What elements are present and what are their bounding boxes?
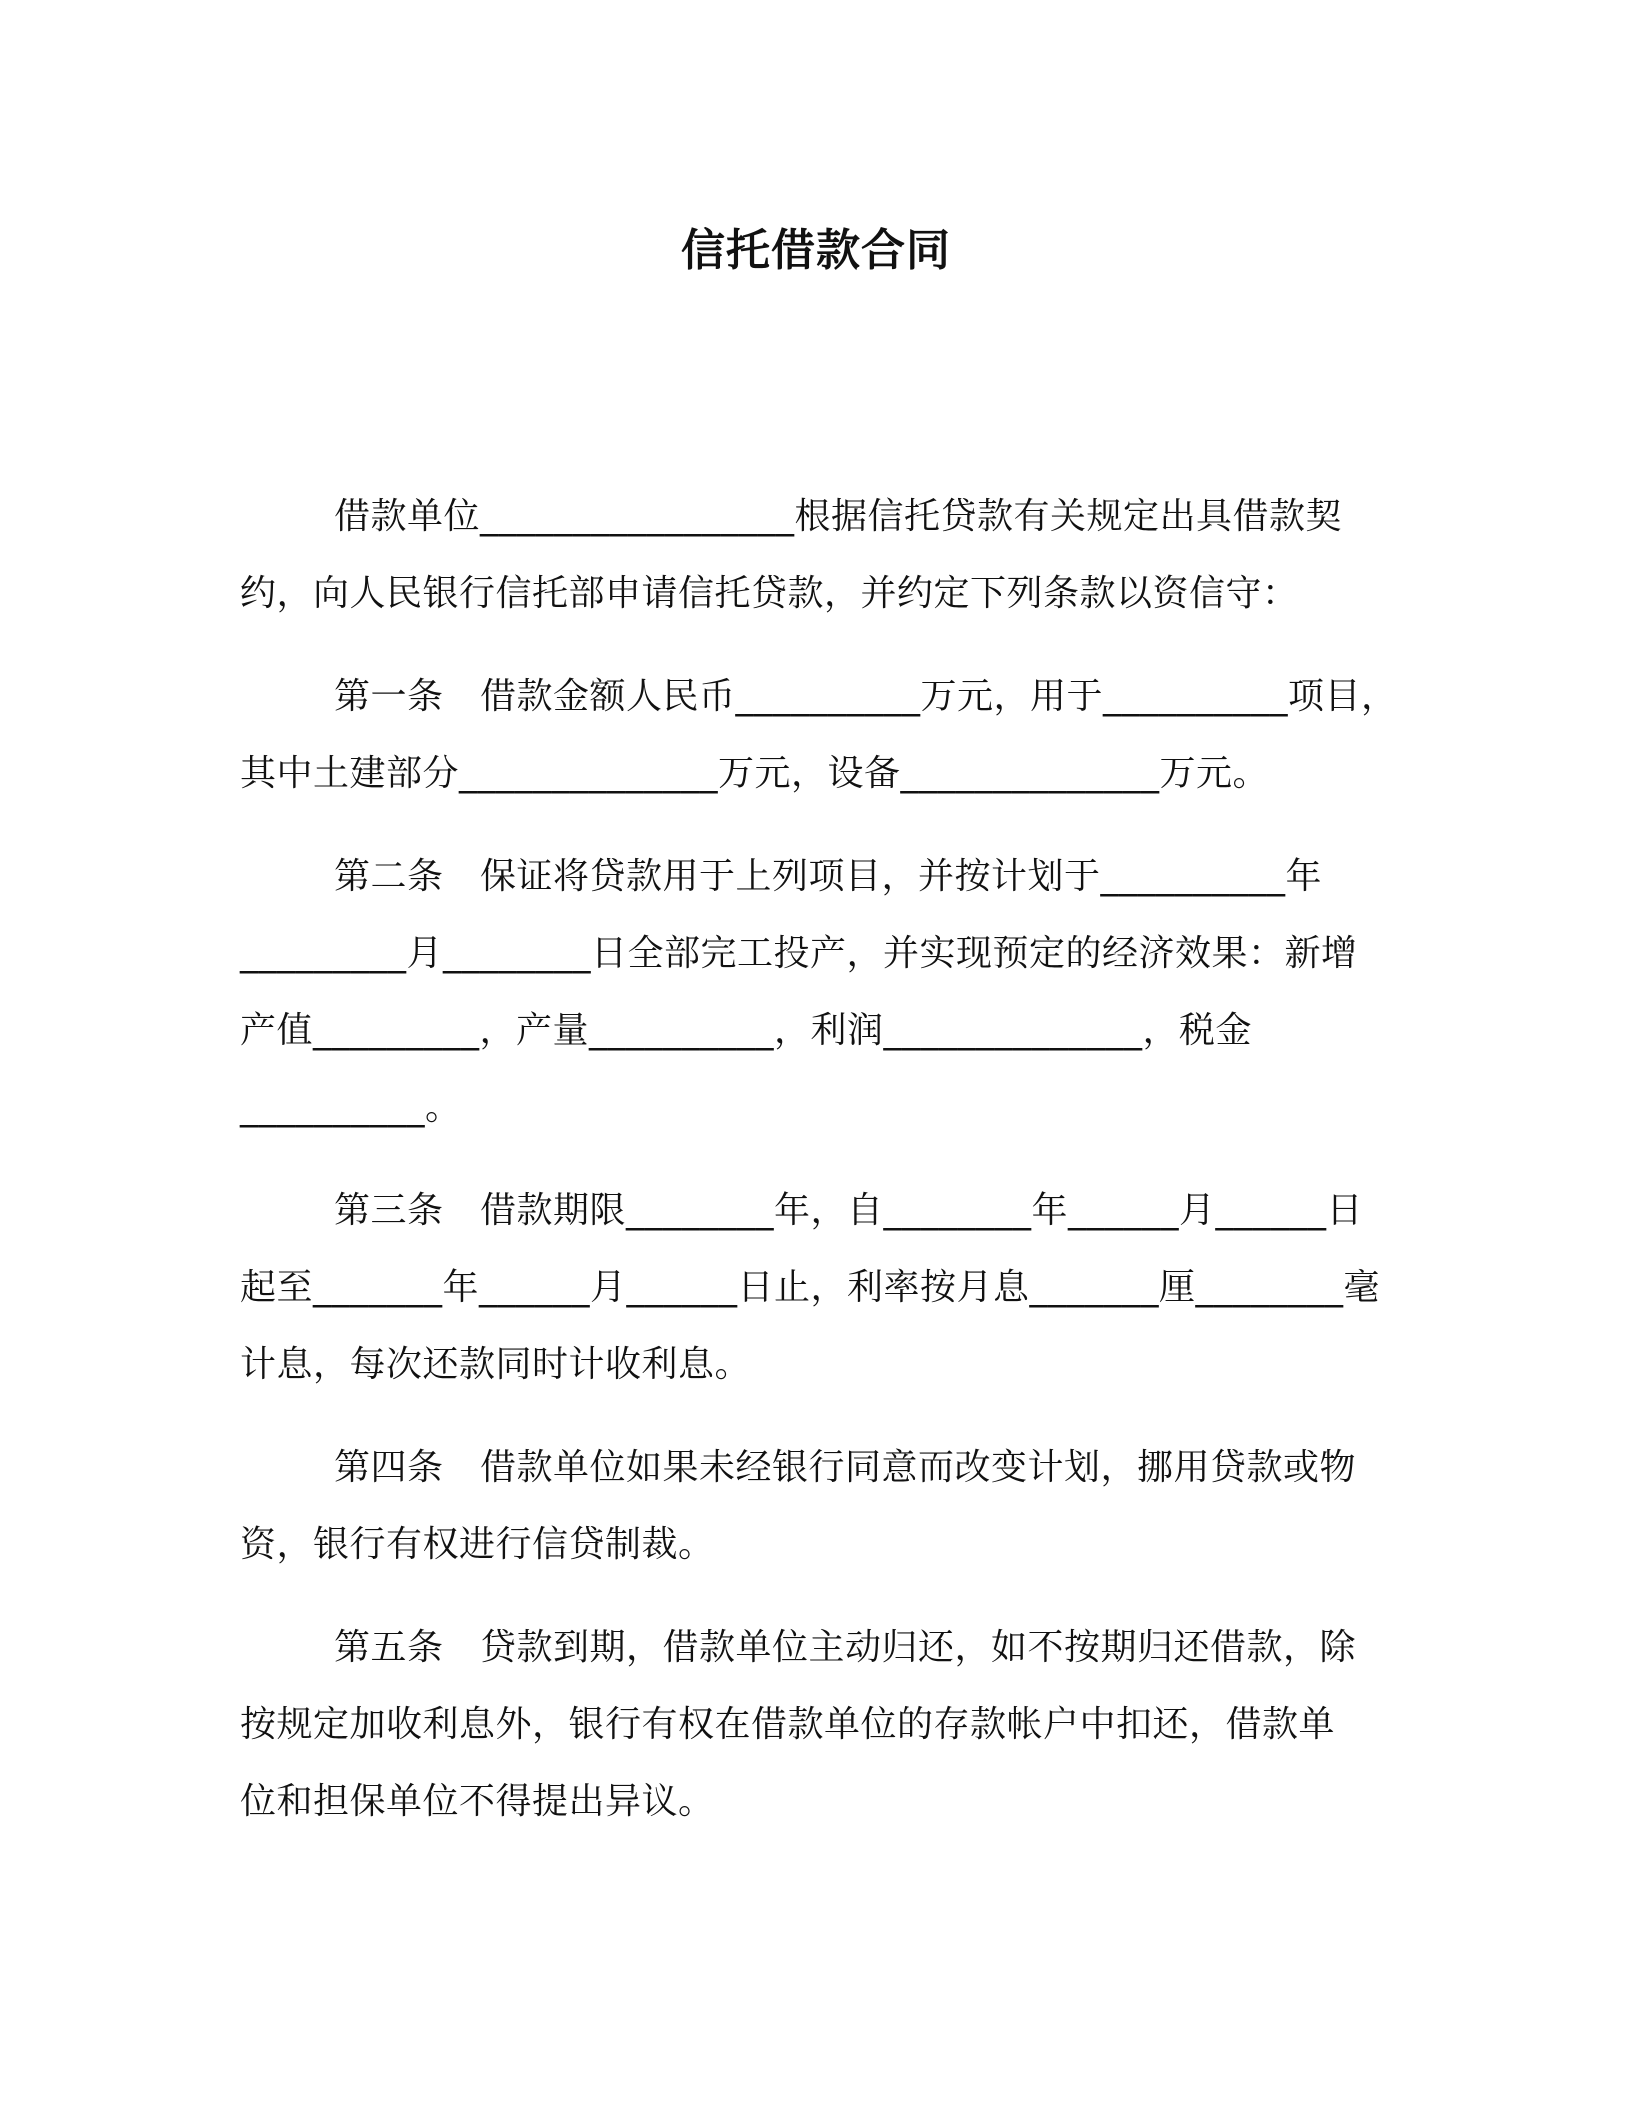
document-body xyxy=(240,478,1440,1866)
document-title: 信托借款合同 xyxy=(681,225,951,276)
paragraph-line: 第一条 借款金额人民币__________万元，用于__________项目， xyxy=(334,676,1398,717)
paragraph-line: 约，向人民银行信托部申请信托贷款，并约定下列条款以资信守： xyxy=(240,573,1299,614)
paragraph-line: 第二条 保证将贷款用于上列项目，并按计划于__________年 xyxy=(334,856,1323,897)
paragraph-line: 按规定加收利息外，银行有权在借款单位的存款帐户中扣还，借款单 xyxy=(240,1704,1336,1745)
article-5-paragraph xyxy=(240,1609,1440,1840)
paragraph-line: 借款单位_________________根据信托贷款有关规定出具借款契 xyxy=(334,496,1343,537)
paragraph-line: __________。 xyxy=(240,1087,462,1128)
article-1-paragraph xyxy=(240,658,1440,812)
article-2-paragraph xyxy=(240,838,1440,1146)
paragraph-line: 资，银行有权进行信贷制裁。 xyxy=(240,1524,715,1565)
article-3-paragraph xyxy=(240,1172,1440,1403)
preamble-paragraph xyxy=(240,478,1440,632)
paragraph-line: 产值_________，产量__________，利润______________，税金 xyxy=(240,1010,1253,1051)
paragraph-line: 第四条 借款单位如果未经银行同意而改变计划，挪用贷款或物 xyxy=(334,1447,1357,1488)
paragraph-line: 第五条 贷款到期，借款单位主动归还，如不按期归还借款，除 xyxy=(334,1627,1357,1668)
article-4-paragraph xyxy=(240,1429,1440,1583)
paragraph-line: 其中土建部分______________万元，设备______________万元。 xyxy=(240,753,1270,794)
paragraph-line: _________月________日全部完工投产，并实现预定的经济效果：新增 xyxy=(240,933,1358,974)
paragraph-line: 计息，每次还款同时计收利息。 xyxy=(240,1344,752,1385)
paragraph-line: 位和担保单位不得提出异议。 xyxy=(240,1781,715,1822)
paragraph-line: 第三条 借款期限________年，自________年______月______日 xyxy=(334,1190,1364,1231)
paragraph-line: 起至_______年______月______日止，利率按月息_______厘________毫 xyxy=(240,1267,1381,1308)
